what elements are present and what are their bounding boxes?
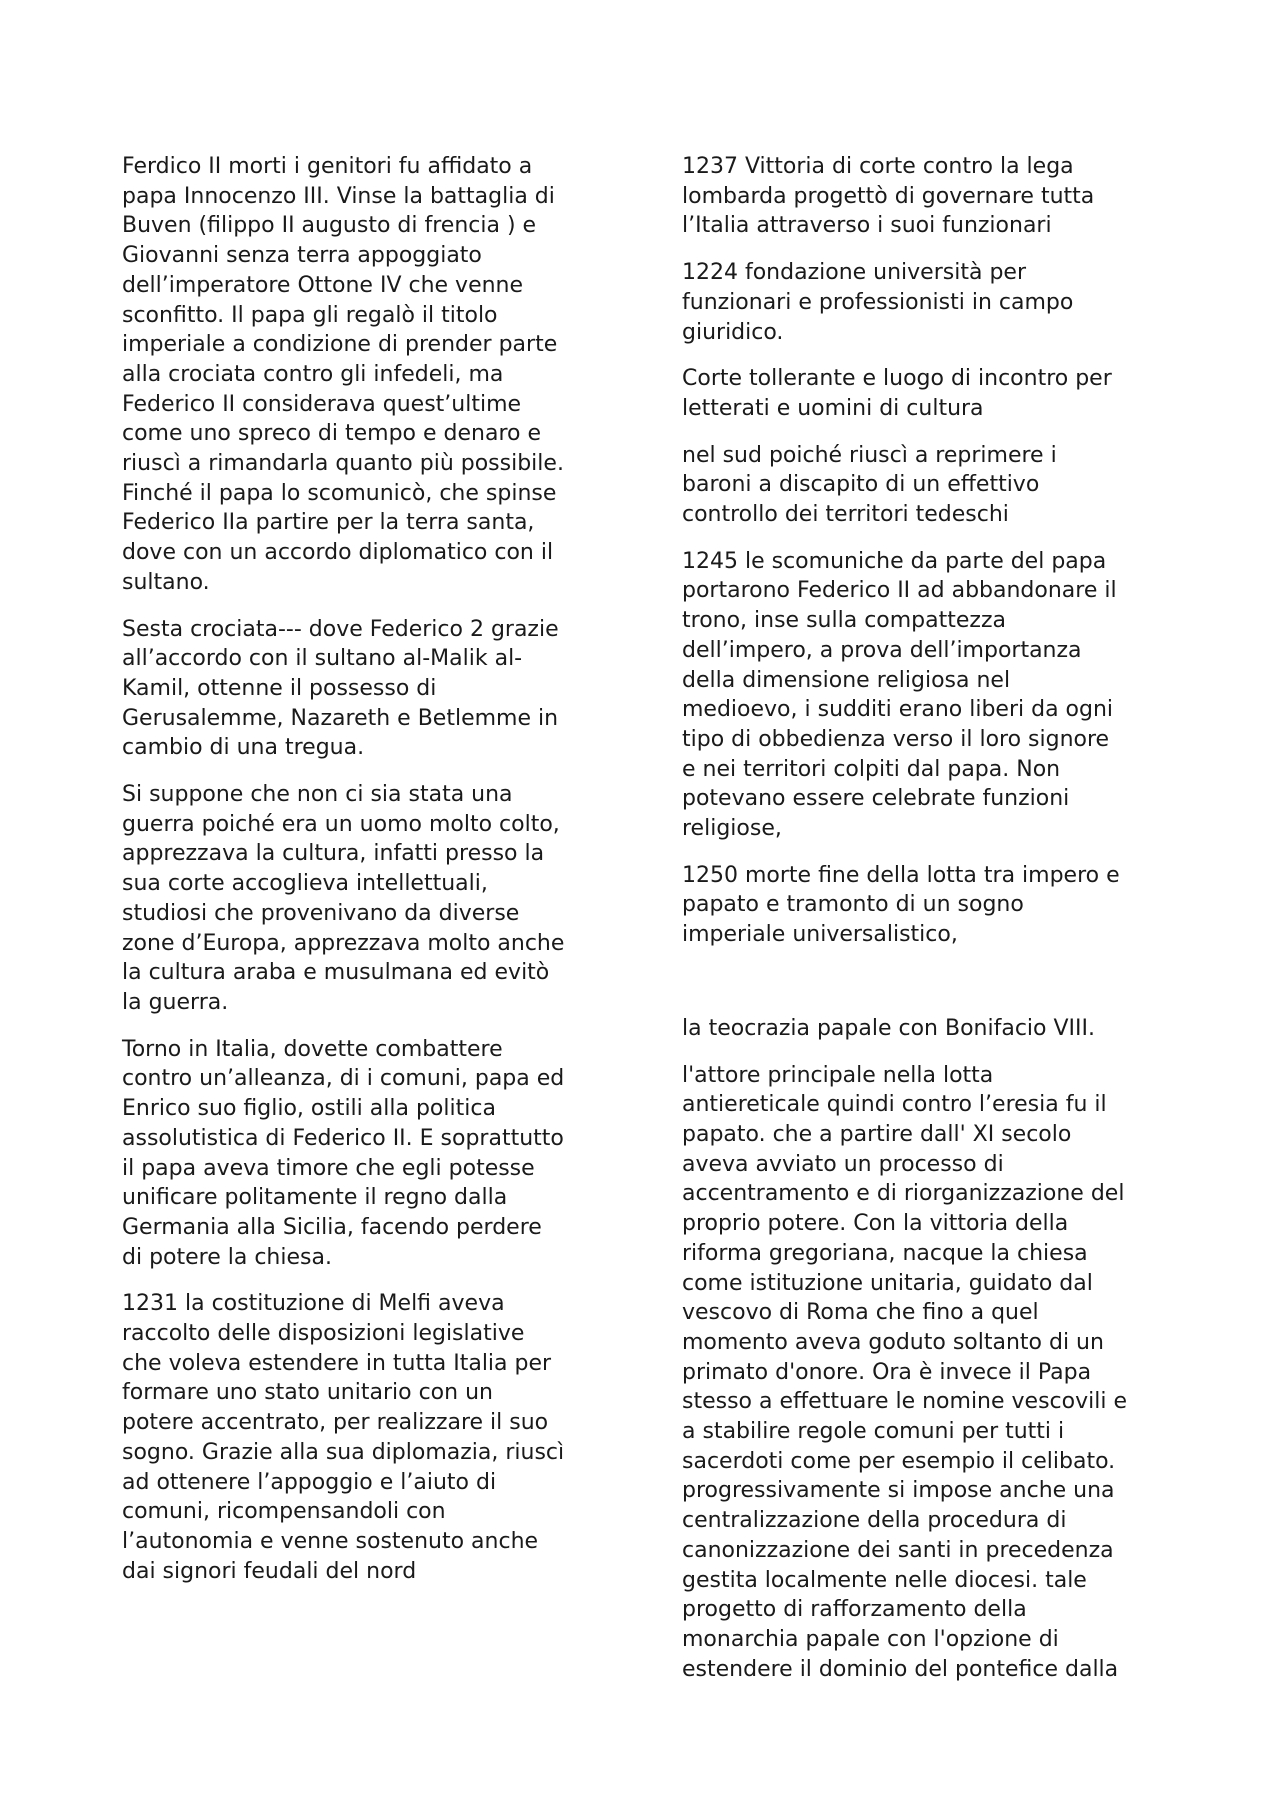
paragraph-lotta-antiereticale: l'attore principale nella lotta antiereticale quindi contro l’eresia fu il papato. che a partire dall' XI secolo aveva avviato un processo di accentramento e di riorganizzazione del proprio potere. Con la vittoria della riforma gregoriana, nacque la chiesa come istituzione unitaria, guidato dal vescovo di Roma che fino a quel momento aveva goduto soltanto di un primato d'onore. Ora è invece il Papa stesso a effettuare le nomine vescovili e a stabilire regole comuni per tutti i sacerdoti come per esempio il celibato. progressivamente si impose anche una centralizzazione della procedura di canonizzazione dei santi in precedenza gestita localmente nelle diocesi. tale progetto di rafforzamento della monarchia papale con l'opzione di estendere il dominio del pontefice dalla bbox=[682, 1062, 1127, 1682]
paragraph-costituzione-melfi: 1231 la costituzione di Melfi aveva raccolto delle disposizioni legislative che voleva estendere in tutta Italia per formare uno stato unitario con un potere accentrato, per realizzare il suo sogno. Grazie alla sua diplomazia, riuscì ad ottenere l’appoggio e l’aiuto di comuni, ricompensandoli con l’autonomia e venne sostenuto anche dai signori feudali del nord bbox=[122, 1291, 565, 1584]
paragraph-teocrazia: la teocrazia papale con Bonifacio VIII. bbox=[682, 1015, 1095, 1041]
paragraph-sesta-crociata: Sesta crociata--- dove Federico 2 grazie all’accordo con il sultano al-Malik al- Kamil, ottenne il possesso di Gerusalemme, Nazareth e Betlemme in cambio di una tregua. bbox=[122, 616, 559, 761]
paragraph-ritorno-italia: Torno in Italia, dovette combattere contro un’alleanza, di i comuni, papa ed Enrico suo figlio, ostili alla politica assolutistica di Federico II. E soprattutto il papa aveva timore che egli potesse unificare politamente il regno dalla Germania alla Sicilia, facendo perdere di potere la chiesa. bbox=[122, 1036, 565, 1270]
paragraph-1224: 1224 fondazione università per funzionari e professionisti in campo giuridico. bbox=[682, 260, 1074, 345]
paragraph-1245: 1245 le scomuniche da parte del papa portarono Federico II ad abbandonare il trono, inse sulla compattezza dell’impero, a prova dell’importanza della dimensione religiosa nel medioevo, i sudditi erano liberi da ogni tipo di obbedienza verso il loro signore e nei territori colpiti dal papa. Non potevano essere celebrate funzioni religiose, bbox=[682, 548, 1117, 842]
left-column bbox=[122, 152, 608, 1603]
paragraph-1250: 1250 morte fine della lotta tra impero e papato e tramonto di un sogno imperiale universalistico, bbox=[682, 862, 1120, 948]
paragraph-federico-early-life: Ferdico II morti i genitori fu affidato a papa Innocenzo III. Vinse la battaglia di Buven (filippo II augusto di frencia ) e Giovanni senza terra appoggiato dell’imperatore Ottone IV che venne sconfitto. Il papa gli regalò il titolo imperiale a condizione di prender parte alla crociata contro gli infedeli, ma Federico II considerava quest’ultime come uno spreco di tempo e denaro e riuscì a rimandarla quanto più possibile. Finché il papa lo scomunicò, che spinse Federico IIa partire per la terra santa, dove con un accordo diplomatico con il sultano. bbox=[122, 154, 564, 595]
paragraph-corte-tollerante: Corte tollerante e luogo di incontro per letterati e uomini di cultura bbox=[682, 366, 1112, 421]
blank-spacer bbox=[682, 967, 1174, 1014]
paragraph-sud: nel sud poiché riuscì a reprimere i baroni a discapito di un effettivo controllo dei territori tedeschi bbox=[682, 442, 1057, 528]
right-column bbox=[682, 152, 1174, 1701]
paragraph-cultura: Si suppone che non ci sia stata una guerra poiché era un uomo molto colto, apprezzava la cultura, infatti presso la sua corte accoglieva intellettuali, studiosi che provenivano da diverse zone d’Europa, apprezzava molto anche la cultura araba e musulmana ed evitò la guerra. bbox=[122, 782, 565, 1015]
paragraph-1237: 1237 Vittoria di corte contro la lega lombarda progettò di governare tutta l’Italia attraverso i suoi funzionari bbox=[682, 154, 1095, 239]
